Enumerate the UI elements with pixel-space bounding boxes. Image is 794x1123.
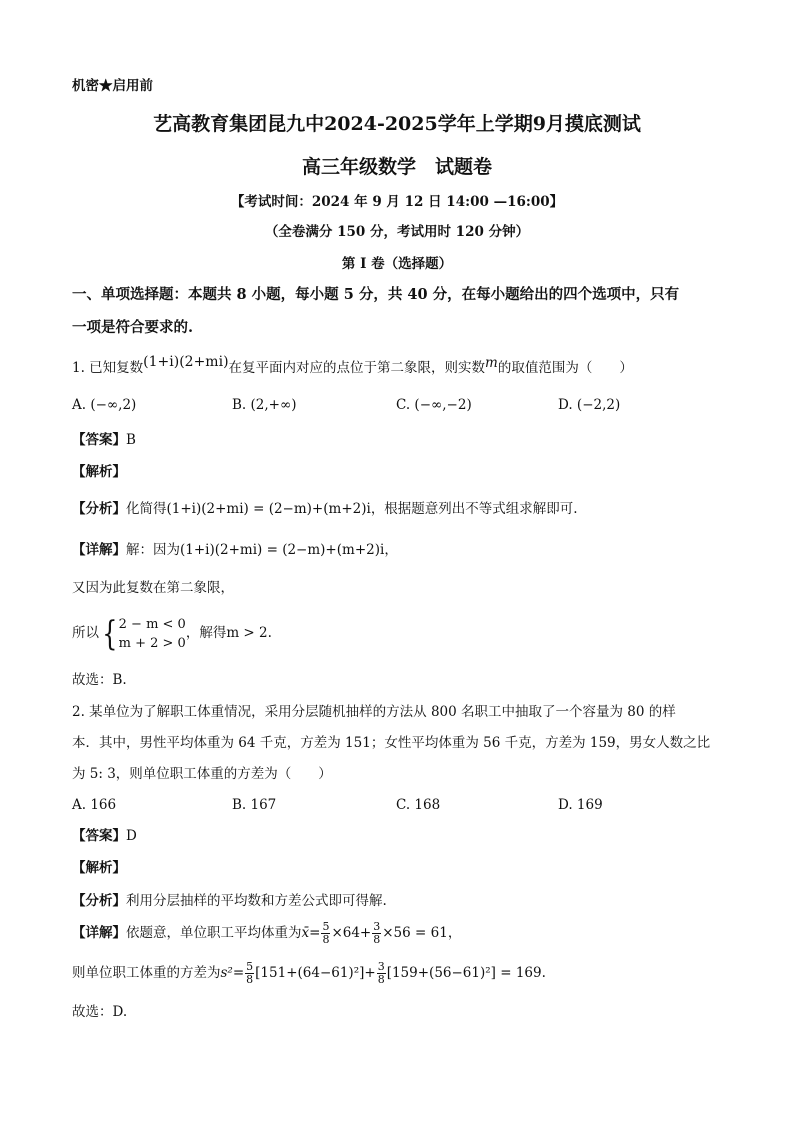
q2-option-c: C. 168 xyxy=(396,797,441,813)
q1-conclusion: 故选：B. xyxy=(72,672,127,688)
q1-answer: 【答案】B xyxy=(72,432,136,448)
section-heading-line1: 一、单项选择题：本题共 8 小题，每小题 5 分，共 40 分，在每小题给出的四个选项中，只有 xyxy=(72,286,680,303)
q2-variance: 则单位职工体重的方差为s²= $\frac{5}{8}$ [151+(64−61)²]+ $\frac{3}{8}$ [159+(56−61)²] = 169. xyxy=(72,960,546,986)
exam-subtitle: 高三年级数学 试题卷 xyxy=(301,156,492,178)
q1-analysis-heading: 【解析】 xyxy=(72,464,126,480)
q1-detail-expression: (1+i)(2+mi) = (2−m)+(m+2)i xyxy=(180,542,385,558)
section-heading-line2: 一项是符合要求的. xyxy=(72,319,194,336)
q1-option-a: A. (−∞,2) xyxy=(72,397,137,413)
q1-solution: m > 2 xyxy=(226,625,268,641)
q1-stem: 1. 已知复数(1+i)(2+mi)在复平面内对应的点位于第二象限，则实数m的取值范围为（ ） xyxy=(72,354,633,376)
q2-conclusion: 故选：D. xyxy=(72,1004,128,1020)
q2-stem-line2: 本．其中，男性平均体重为 64 千克，方差为 151；女性平均体重为 56 千克，方差为 159，男女人数之比 xyxy=(72,735,711,751)
q2-option-b: B. 167 xyxy=(232,797,277,813)
q2-fraction-5-8: $\frac{5}{8}$ xyxy=(322,920,330,946)
q1-option-b: B. (2,+∞) xyxy=(232,397,297,413)
q1-expression: (1+i)(2+mi) xyxy=(143,354,229,370)
q2-analysis-heading: 【解析】 xyxy=(72,860,126,876)
q2-stem-line3: 为 5: 3，则单位职工体重的方差为（ ） xyxy=(72,766,332,782)
exam-time: 【考试时间：2024 年 9 月 12 日 14:00 —16:00】 xyxy=(230,194,564,210)
q2-answer: 【答案】D xyxy=(72,828,137,844)
q1-options xyxy=(72,395,722,415)
q1-analyze: 【分析】化简得(1+i)(2+mi) = (2−m)+(m+2)i，根据题意列出不等式组求解即可. xyxy=(72,501,578,517)
q1-detail: 【详解】解：因为(1+i)(2+mi) = (2−m)+(m+2)i， xyxy=(72,542,398,558)
q2-option-a: A. 166 xyxy=(72,797,117,813)
q1-analyze-expression: (1+i)(2+mi) = (2−m)+(m+2)i xyxy=(166,501,371,517)
q2-variance-symbol: s² xyxy=(220,965,233,981)
q2-fraction-3-8: $\frac{3}{8}$ xyxy=(373,920,381,946)
q2-mean-symbol: x̄ xyxy=(301,925,310,941)
left-brace-icon: { xyxy=(102,613,118,654)
q2-variance-fraction-5-8: $\frac{5}{8}$ xyxy=(246,960,254,986)
q2-detail: 【详解】依题意，单位职工平均体重为x̄= $\frac{5}{8}$ ×64+ $\frac{3}{8}$ ×56 = 61， xyxy=(72,920,462,946)
q1-inequality-system: 所以{ 2 − m < 0 m + 2 > 0 ，解得m > 2. xyxy=(72,613,272,654)
q2-stem-line1: 2. 某单位为了解职工体重情况，采用分层随机抽样的方法从 800 名职工中抽取了一个容量为 80 的样 xyxy=(72,704,676,720)
exam-scoring: （全卷满分 150 分，考试用时 120 分钟） xyxy=(264,224,530,240)
q1-variable: m xyxy=(485,355,498,371)
q1-option-c: C. (−∞,−2) xyxy=(396,397,472,413)
q2-options xyxy=(72,795,722,815)
q1-detail-line2: 又因为此复数在第二象限， xyxy=(72,580,234,596)
q2-variance-fraction-3-8: $\frac{3}{8}$ xyxy=(377,960,385,986)
q2-option-d: D. 169 xyxy=(558,797,603,813)
q1-option-d: D. (−2,2) xyxy=(558,397,621,413)
volume-heading: 第 I 卷（选择题） xyxy=(341,256,453,272)
q1-inequality-1: 2 − m < 0 xyxy=(118,616,186,632)
q2-analyze: 【分析】利用分层抽样的平均数和方差公式即可得解. xyxy=(72,893,387,909)
exam-title: 艺高教育集团昆九中2024-2025学年上学期9月摸底测试 xyxy=(153,113,641,135)
q1-inequality-2: m + 2 > 0 xyxy=(118,635,186,651)
confidential-mark: 机密★启用前 xyxy=(72,78,153,94)
